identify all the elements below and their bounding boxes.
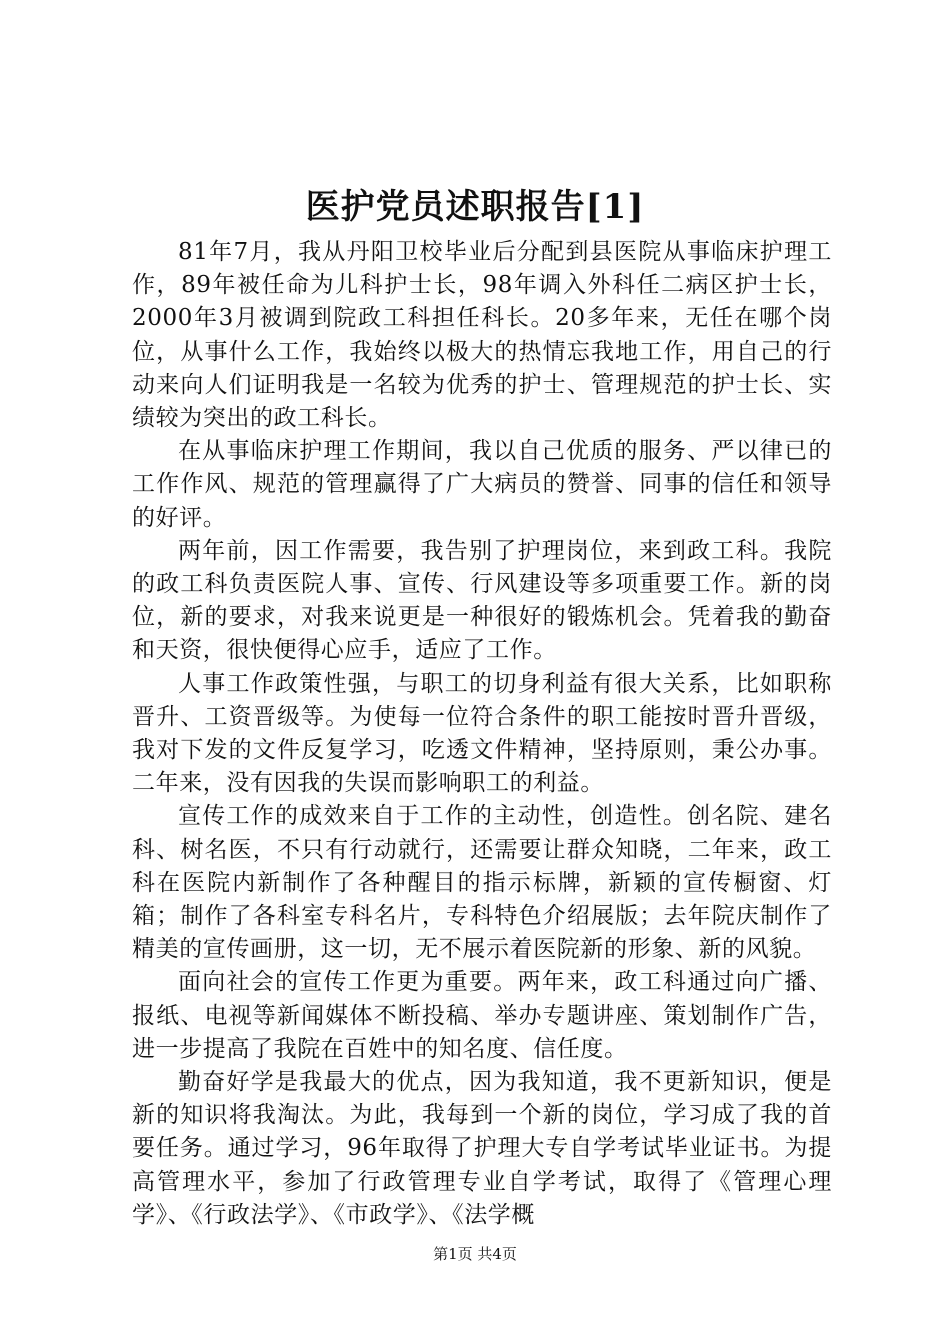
paragraph: 人事工作政策性强，与职工的切身利益有很大关系，比如职称晋升、工资晋级等。为使每一位符合条件的职工能按时晋升晋级，我对下发的文件反复学习，吃透文件精神，坚持原则，秉公办事。二年来，没有因我的失误而影响职工的利益。 bbox=[132, 670, 832, 797]
paragraph: 勤奋好学是我最大的优点，因为我知道，我不更新知识，便是新的知识将我淘汰。为此，我每到一个新的岗位，学习成了我的首要任务。通过学习，96年取得了护理大专自学考试毕业证书。为提高管理水平，参加了行政管理专业自学考试，取得了《管理心理学》、《行政法学》、《市政学》、《法学概 bbox=[132, 1069, 832, 1228]
paragraph: 宣传工作的成效来自于工作的主动性，创造性。创名院、建名科、树名医，不只有行动就行，还需要让群众知晓，二年来，政工科在医院内新制作了各种醒目的指示标牌，新颖的宣传橱窗、灯箱；制作了各科室专科名片，专科特色介绍展版；去年院庆制作了精美的宣传画册，这一切，无不展示着医院新的形象、新的风貌。 bbox=[132, 803, 832, 963]
document-body bbox=[132, 236, 832, 1232]
paragraph: 面向社会的宣传工作更为重要。两年来，政工科通过向广播、报纸、电视等新闻媒体不断投稿、举办专题讲座、策划制作广告，进一步提高了我院在百姓中的知名度、信任度。 bbox=[132, 969, 832, 1062]
paragraph: 81年7月，我从丹阳卫校毕业后分配到县医院从事临床护理工作，89年被任命为儿科护士长，98年调入外科任二病区护士长，2000年3月被调到院政工科担任科长。20多年来，无任在哪个岗位，从事什么工作，我始终以极大的热情忘我地工作，用自己的行动来向人们证明我是一名较为优秀的护士、管理规范的护士长、实绩较为突出的政工科长。 bbox=[132, 239, 832, 432]
paragraph: 在从事临床护理工作期间，我以自己优质的服务、严以律已的工作作风、规范的管理赢得了广大病员的赞誉、同事的信任和领导的好评。 bbox=[132, 438, 832, 531]
page-number-footer: 第1页 共4页 bbox=[433, 1245, 517, 1263]
document-title: 医护党员述职报告[1] bbox=[305, 187, 645, 227]
paragraph: 两年前，因工作需要，我告别了护理岗位，来到政工科。我院的政工科负责医院人事、宣传、行风建设等多项重要工作。新的岗位，新的要求，对我来说更是一种很好的锻炼机会。凭着我的勤奋和天资，很快便得心应手，适应了工作。 bbox=[132, 537, 832, 664]
